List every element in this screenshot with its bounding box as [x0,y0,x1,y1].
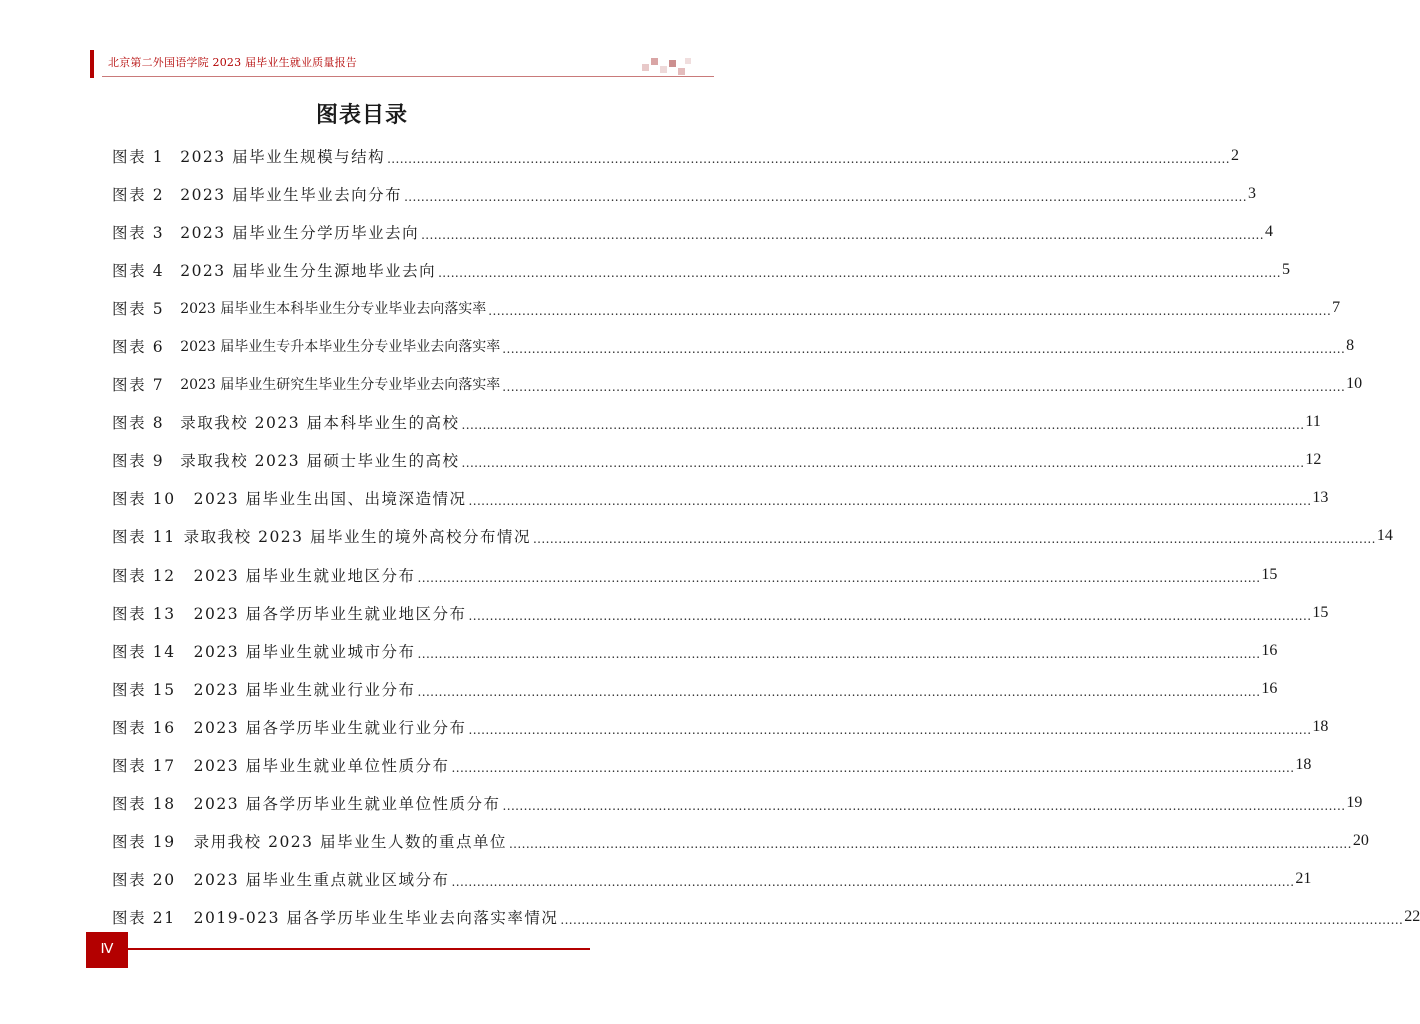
toc-entry-title: 2023 届毕业生毕业去向分布 [180,186,403,205]
toc-entry[interactable] [112,784,1363,822]
toc-entry-label: 图表 3 [112,224,165,243]
toc-entry-title: 2023 届各学历毕业生就业地区分布 [193,604,467,623]
toc-leader-dots: ........................................................................................................................................................................................................ [404,190,1247,205]
toc-entry[interactable] [112,289,1341,327]
toc-entry[interactable] [112,251,1290,289]
toc-entry-label: 图表 15 [112,680,176,699]
toc-entry[interactable] [112,670,1278,708]
toc-entry-label: 图表 14 [112,642,176,661]
toc-entry-title: 2023 届毕业生分生源地毕业去向 [180,262,437,281]
toc-entry[interactable] [112,137,1239,175]
toc-entry-label: 图表 7 [112,376,165,395]
toc-entry[interactable] [112,632,1278,670]
toc-entry-label: 图表 1 [112,148,165,167]
toc-entry-title: 录取我校 2023 届本科毕业生的高校 [180,414,460,433]
toc-list [112,137,1420,936]
toc-entry-page: 5 [1281,261,1290,279]
toc-leader-dots: ........................................................................................................................................................................................................ [417,684,1261,699]
page-header [78,50,692,80]
toc-entry-page: 20 [1352,831,1369,849]
toc-leader-dots: ........................................................................................................................................................................................................ [468,608,1312,623]
toc-entry[interactable] [112,746,1312,784]
toc-entry[interactable] [112,403,1321,441]
toc-leader-dots: ........................................................................................................................................................................................................ [560,912,1404,927]
footer-rule [128,948,590,950]
toc-entry[interactable] [112,479,1329,517]
toc-leader-dots: ........................................................................................................................................................................................................ [502,798,1346,813]
toc-leader-dots: ........................................................................................................................................................................................................ [438,266,1281,281]
toc-entry-page: 16 [1261,679,1278,697]
toc-entry-label: 图表 17 [112,756,176,775]
toc-entry[interactable] [112,594,1329,632]
toc-entry-label: 图表 12 [112,566,176,585]
toc-entry-label: 图表 18 [112,794,176,813]
toc-leader-dots: ........................................................................................................................................................................................................ [451,760,1295,775]
toc-entry[interactable] [112,860,1312,898]
toc-entry-page: 10 [1346,375,1363,393]
page-title: 图表目录 [315,102,408,128]
toc-entry-title: 2023 届毕业生就业地区分布 [193,566,416,585]
header-rule [102,76,714,77]
toc-entry-title: 2023 届毕业生就业行业分布 [193,680,416,699]
toc-entry-page: 22 [1404,907,1420,925]
toc-entry-page: 15 [1261,565,1278,583]
toc-entry-title: 2023 届毕业生研究生毕业生分专业毕业去向落实率 [180,377,501,394]
toc-leader-dots: ........................................................................................................................................................................................................ [502,342,1346,357]
toc-leader-dots: ........................................................................................................................................................................................................ [421,228,1264,243]
toc-entry-label: 图表 9 [112,452,165,471]
toc-entry[interactable] [112,517,1393,555]
header-accent-bar [90,50,94,78]
toc-entry-title: 录取我校 2023 届硕士毕业生的高校 [180,452,460,471]
toc-entry-label: 图表 8 [112,414,165,433]
toc-entry-title: 录用我校 2023 届毕业生人数的重点单位 [193,832,507,851]
toc-entry-label: 图表 19 [112,832,176,851]
toc-entry-title: 2023 届毕业生分学历毕业去向 [180,224,420,243]
toc-leader-dots: ........................................................................................................................................................................................................ [502,380,1346,395]
toc-entry-label: 图表 6 [112,338,165,357]
toc-entry-title: 2023 届毕业生本科毕业生分专业毕业去向落实率 [180,301,487,318]
toc-entry-label: 图表 16 [112,718,176,737]
toc-entry-page: 16 [1261,641,1278,659]
toc-entry-label: 图表 5 [112,300,165,319]
toc-entry-page: 3 [1247,185,1256,203]
toc-entry-page: 18 [1295,755,1312,773]
toc-entry-label: 图表 2 [112,186,165,205]
toc-entry[interactable] [112,898,1420,936]
toc-entry[interactable] [112,175,1256,213]
toc-entry-page: 12 [1305,451,1322,469]
toc-entry-page: 2 [1230,147,1239,165]
toc-entry-title: 2023 届毕业生专升本毕业生分专业毕业去向落实率 [180,339,501,356]
header-title: 北京第二外国语学院 2023 届毕业生就业质量报告 [108,56,357,69]
toc-leader-dots: ........................................................................................................................................................................................................ [387,152,1230,167]
toc-entry-page: 14 [1376,527,1393,545]
toc-entry-title: 2023 届毕业生重点就业区域分布 [193,870,450,889]
toc-entry[interactable] [112,556,1278,594]
toc-leader-dots: ........................................................................................................................................................................................................ [417,570,1261,585]
toc-leader-dots: ........................................................................................................................................................................................................ [451,874,1295,889]
toc-entry-title: 2023 届毕业生出国、出境深造情况 [193,490,467,509]
toc-entry-page: 4 [1264,223,1273,241]
toc-entry-page: 18 [1312,717,1329,735]
toc-leader-dots: ........................................................................................................................................................................................................ [461,418,1305,433]
toc-entry-title: 2023 届毕业生就业城市分布 [193,642,416,661]
toc-entry-label: 图表 11 [112,528,176,547]
toc-leader-dots: ........................................................................................................................................................................................................ [508,836,1352,851]
toc-leader-dots: ........................................................................................................................................................................................................ [532,532,1376,547]
toc-entry[interactable] [112,441,1322,479]
toc-entry-label: 图表 20 [112,870,176,889]
toc-entry-title: 2023 届毕业生就业单位性质分布 [193,756,450,775]
toc-entry-page: 19 [1346,793,1363,811]
toc-leader-dots: ........................................................................................................................................................................................................ [461,456,1305,471]
toc-entry-title: 2023 届各学历毕业生就业单位性质分布 [193,794,501,813]
toc-entry[interactable] [112,822,1369,860]
toc-entry-page: 15 [1312,603,1329,621]
toc-entry-title: 录取我校 2023 届毕业生的境外高校分布情况 [183,528,531,547]
toc-entry-label: 图表 4 [112,262,165,281]
toc-entry[interactable] [112,365,1363,403]
page-number-badge: Ⅳ [86,932,128,968]
toc-entry-title: 2023 届各学历毕业生就业行业分布 [193,718,467,737]
toc-entry-label: 图表 10 [112,490,176,509]
toc-entry-page: 13 [1312,489,1329,507]
toc-entry-title: 2023 届毕业生规模与结构 [180,148,386,167]
toc-entry-page: 7 [1332,299,1341,317]
toc-leader-dots: ........................................................................................................................................................................................................ [468,494,1312,509]
header-decoration-icon [642,56,692,78]
toc-entry-title: 2019-023 届各学历毕业生毕业去向落实率情况 [193,908,559,927]
toc-entry-label: 图表 13 [112,604,176,623]
toc-entry-page: 8 [1346,337,1355,355]
toc-leader-dots: ........................................................................................................................................................................................................ [488,304,1332,319]
toc-leader-dots: ........................................................................................................................................................................................................ [468,722,1312,737]
toc-entry-page: 21 [1295,869,1312,887]
toc-entry-page: 11 [1305,413,1321,431]
toc-leader-dots: ........................................................................................................................................................................................................ [417,646,1261,661]
toc-entry[interactable] [112,327,1355,365]
toc-entry[interactable] [112,708,1329,746]
toc-entry-label: 图表 21 [112,908,176,927]
toc-entry[interactable] [112,213,1273,251]
